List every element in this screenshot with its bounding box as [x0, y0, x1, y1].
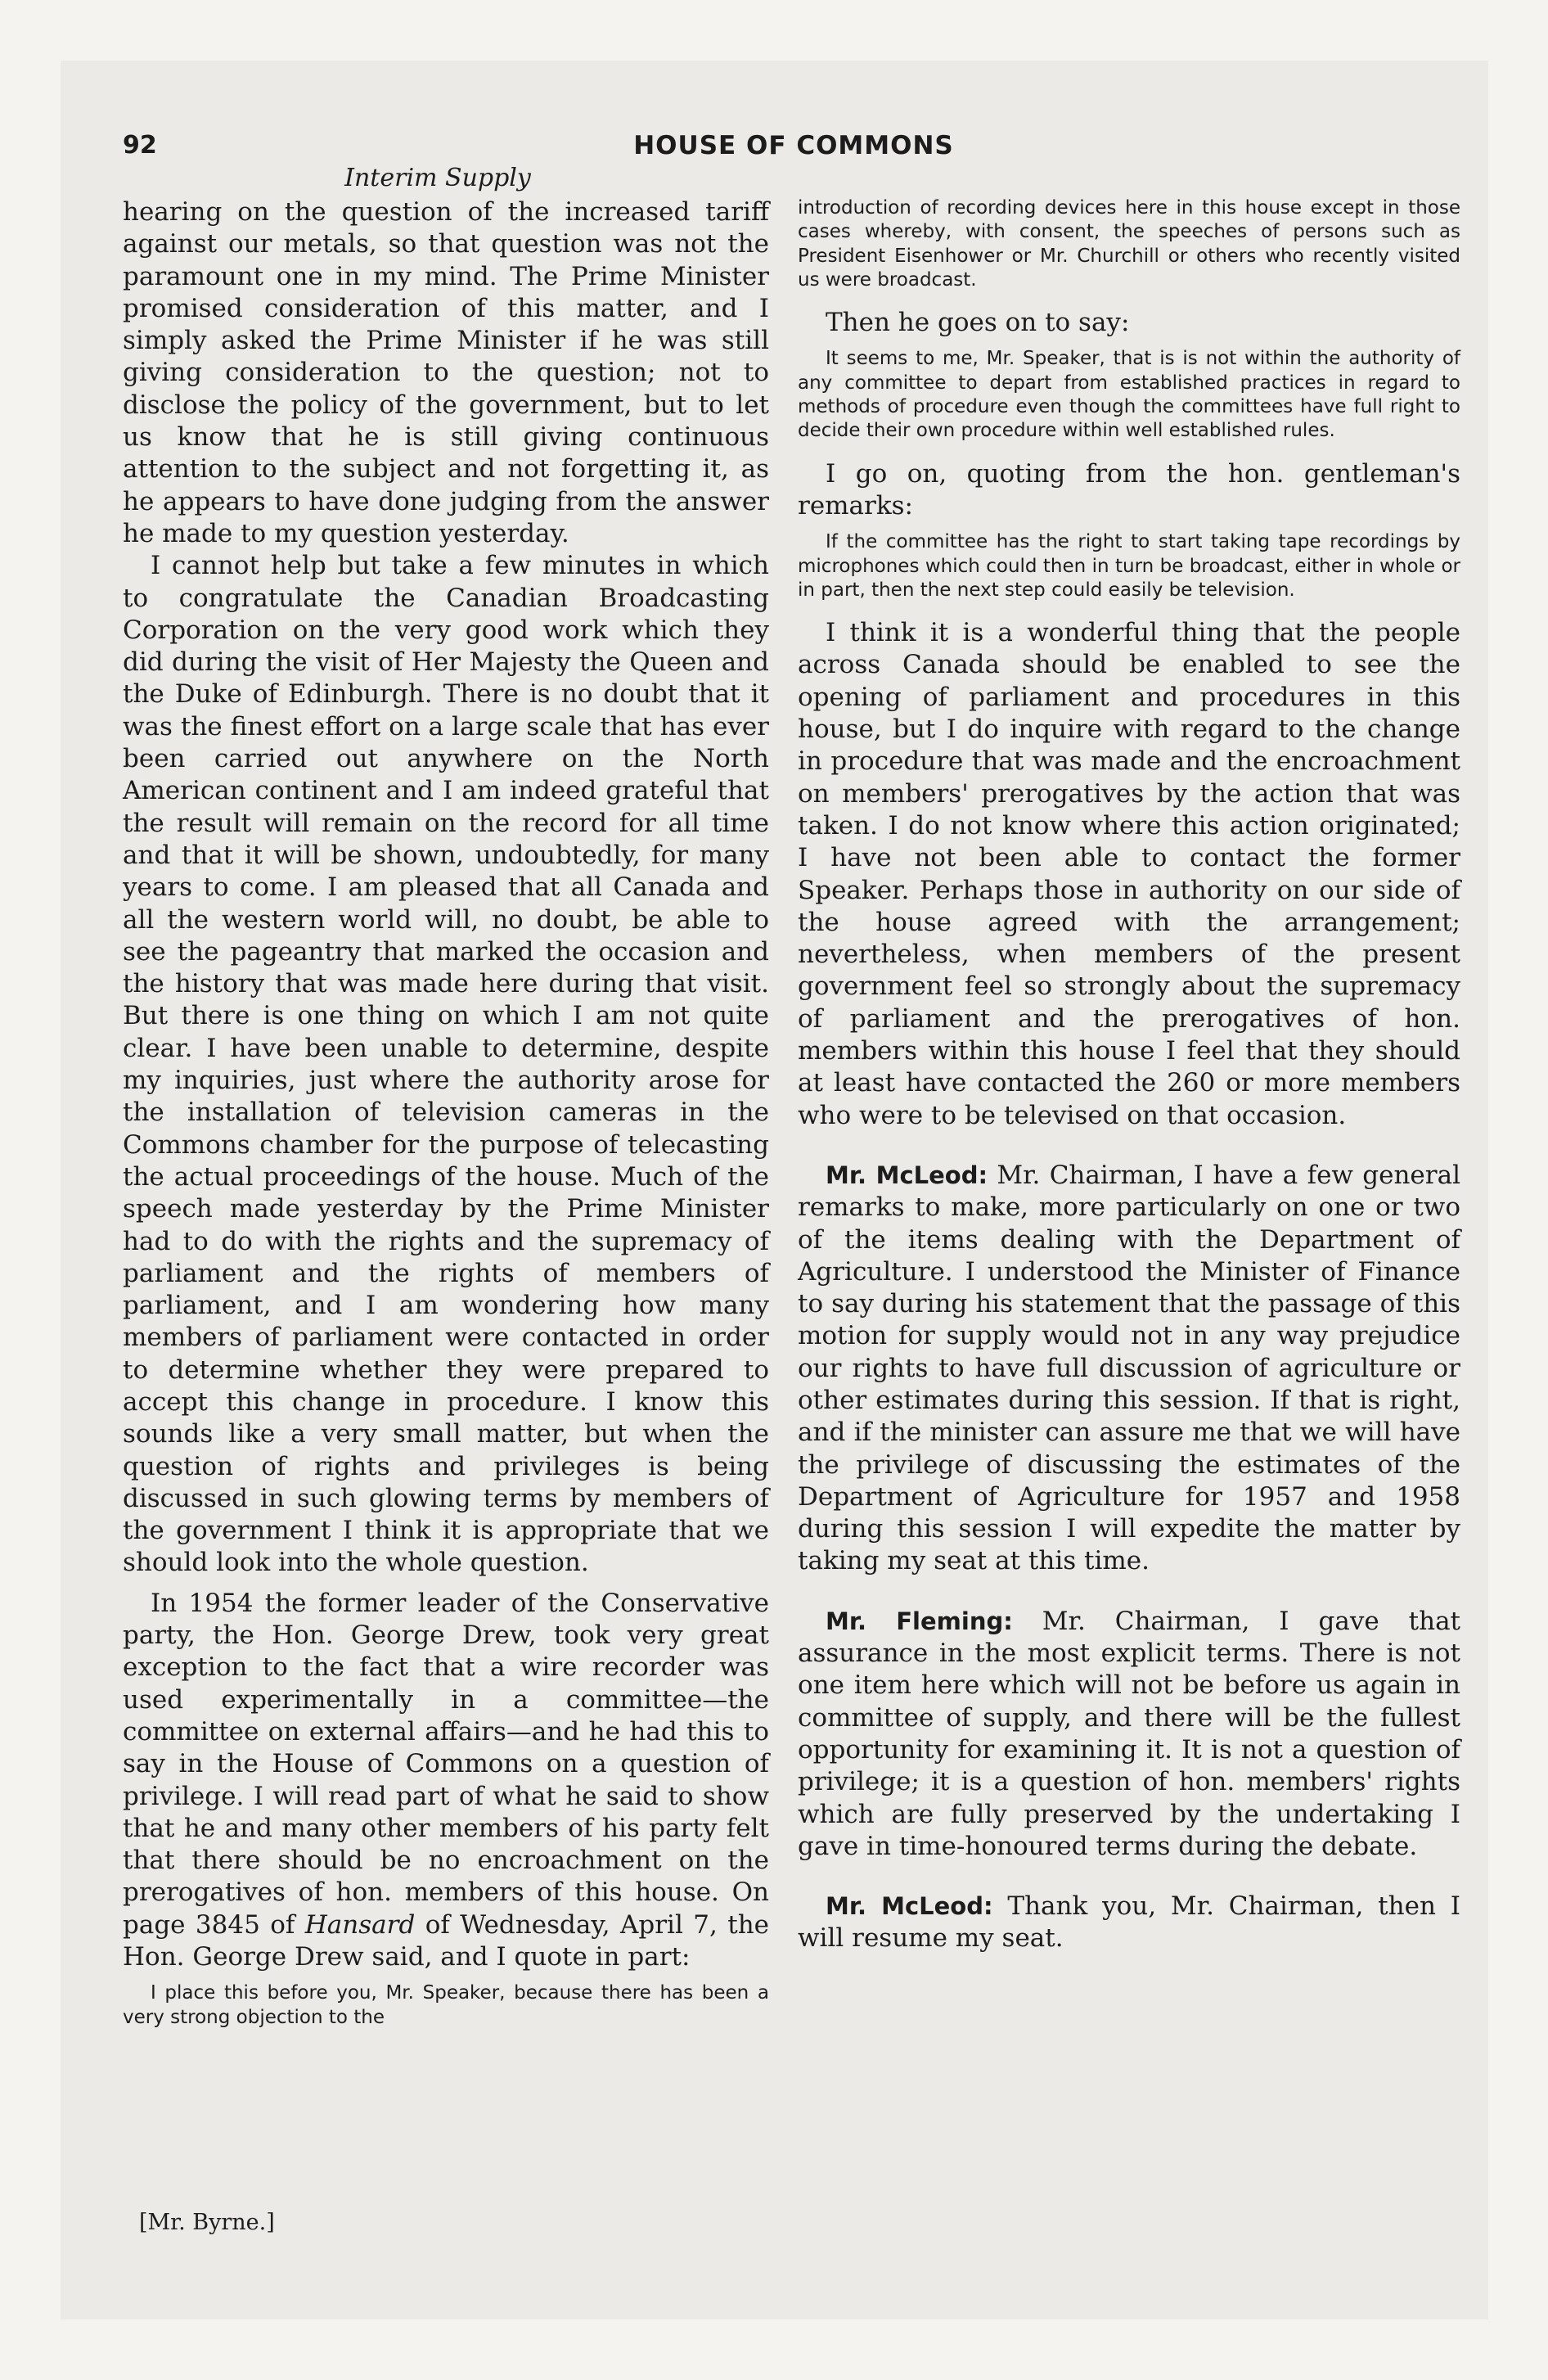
speaker-attribution: [Mr. Byrne.]	[139, 2210, 275, 2235]
paragraph-text: of Wednesday, April 7, the Hon. George Drew said, and I quote in part:	[123, 1909, 770, 1972]
paragraph: I go on, quoting from the hon. gentleman's remarks:	[798, 458, 1460, 521]
section-title: Interim Supply	[344, 164, 531, 192]
block-quote: It seems to me, Mr. Speaker, that is is not within the authority of any committee to depart from established practices in regard to methods of procedure even though the committees have full right to decide their own procedure within well established rules.	[798, 348, 1460, 442]
speaker-name: Mr. McLeod:	[826, 1892, 993, 1921]
right-column	[798, 196, 1460, 1955]
paragraph: Then he goes on to say:	[826, 308, 1130, 338]
block-quote: If the committee has the right to start taking tape recordings by microphones which could then in turn be broadcast, either in whole or in part, then the next step could easily be television.	[798, 531, 1460, 601]
speaker-name: Mr. McLeod:	[826, 1161, 988, 1189]
paragraph: hearing on the question of the increased tariff against our metals, so that question was not the paramount one in my mind. The Prime Minister promised consideration of this matter, and I simply asked the Prime Minister if he was still giving consideration to the question; not to disclose the policy of the government, but to let us know that he is still giving continuous attention to the subject and not forgetting it, as he appears to have done judging from the answer he made to my question yesterday.	[123, 197, 769, 548]
speech	[798, 1160, 1460, 1578]
speech	[798, 1606, 1460, 1863]
speech-text: Mr. Chairman, I have a few general remarks to make, more particularly on one or two of the items dealing with the Department of Agriculture. I understood the Minister of Finance to say during his statement that the passage of this motion for supply would not in any way prejudice our rights to have full discussion of agriculture or other estimates during this session. If that is right, and if the minister can assure me that we will have the privilege of discussing the estimates of the Department of Agriculture for 1957 and 1958 during this session I will expedite the matter by taking my seat at this time.	[798, 1160, 1460, 1576]
publication-name: Hansard	[304, 1909, 416, 1940]
paragraph	[123, 1588, 769, 1974]
left-column	[123, 196, 769, 2044]
paragraph: I think it is a wonderful thing that the people across Canada should be enabled to see the opening of parliament and procedures in this house, but I do inquire with regard to the change in procedure that was made and the encroachment on members' prerogatives by the action that was taken. I do not know where this action originated; I have not been able to contact the former Speaker. Perhaps those in authority on our side of the house agreed with the arrangement; nevertheless, when members of the present government feel so strongly about the supremacy of parliament and the prerogatives of hon. members within this house I feel that they should at least have contacted the 260 or more members who were to be televised on that occasion.	[798, 618, 1460, 1130]
block-quote: introduction of recording devices here in this house except in those cases whereby, with consent, the speeches of persons such as President Eisenhower or Mr. Churchill or others who recently visited us were broadcast.	[798, 197, 1460, 291]
speech-text: Thank you, Mr. Chairman, then I will resume my seat.	[798, 1891, 1460, 1954]
paragraph-text: In 1954 the former leader of the Conservative party, the Hon. George Drew, took very great exception to the fact that a wire recorder was used experimentally in a committee—the committee on external affairs—and he had this to say in the House of Commons on a question of privilege. I will read part of what he said to show that he and many other members of his party felt that there should be no encroachment on the prerogatives of hon. members of this house. On page 3845 of	[123, 1588, 769, 1940]
speech-text: Mr. Chairman, I gave that assurance in the most explicit terms. There is not one item here which will not be before us again in committee of supply, and there will be the fullest opportunity for examining it. It is not a question of privilege; it is a question of hon. members' rights which are fully preserved by the undertaking I gave in time-honoured terms during the debate.	[798, 1606, 1461, 1861]
speech	[798, 1891, 1460, 1955]
paragraph: I cannot help but take a few minutes in which to congratulate the Canadian Broadcasting Corporation on the very good work which they did during the visit of Her Majesty the Queen and the Duke of Edinburgh. There is no doubt that it was the finest effort on a large scale that has ever been carried out anywhere on the North American continent and I am indeed grateful that the result will remain on the record for all time and that it will be shown, undoubtedly, for many years to come. I am pleased that all Canada and all the western world will, no doubt, be able to see the pageantry that marked the occasion and the history that was made here during that visit. But there is one thing on which I am not quite clear. I have been unable to determine, despite my inquiries, just where the authority arose for the installation of television cameras in the Commons chamber for the purpose of telecasting the actual proceedings of the house. Much of the speech made yesterday by the Prime Minister had to do with the rights and the supremacy of parliament and the rights of members of parliament, and I am wondering how many members of parliament were contacted in order to determine whether they were prepared to accept this change in procedure. I know this sounds like a very small matter, but when the question of rights and privileges is being discussed in such glowing terms by members of the government I think it is appropriate that we should look into the whole question.	[123, 551, 769, 1578]
block-quote: I place this before you, Mr. Speaker, because there has been a very strong objection to the	[123, 1982, 769, 2028]
running-title: HOUSE OF COMMONS	[633, 131, 954, 160]
page-number: 92	[123, 131, 157, 160]
speaker-name: Mr. Fleming:	[826, 1607, 1013, 1635]
